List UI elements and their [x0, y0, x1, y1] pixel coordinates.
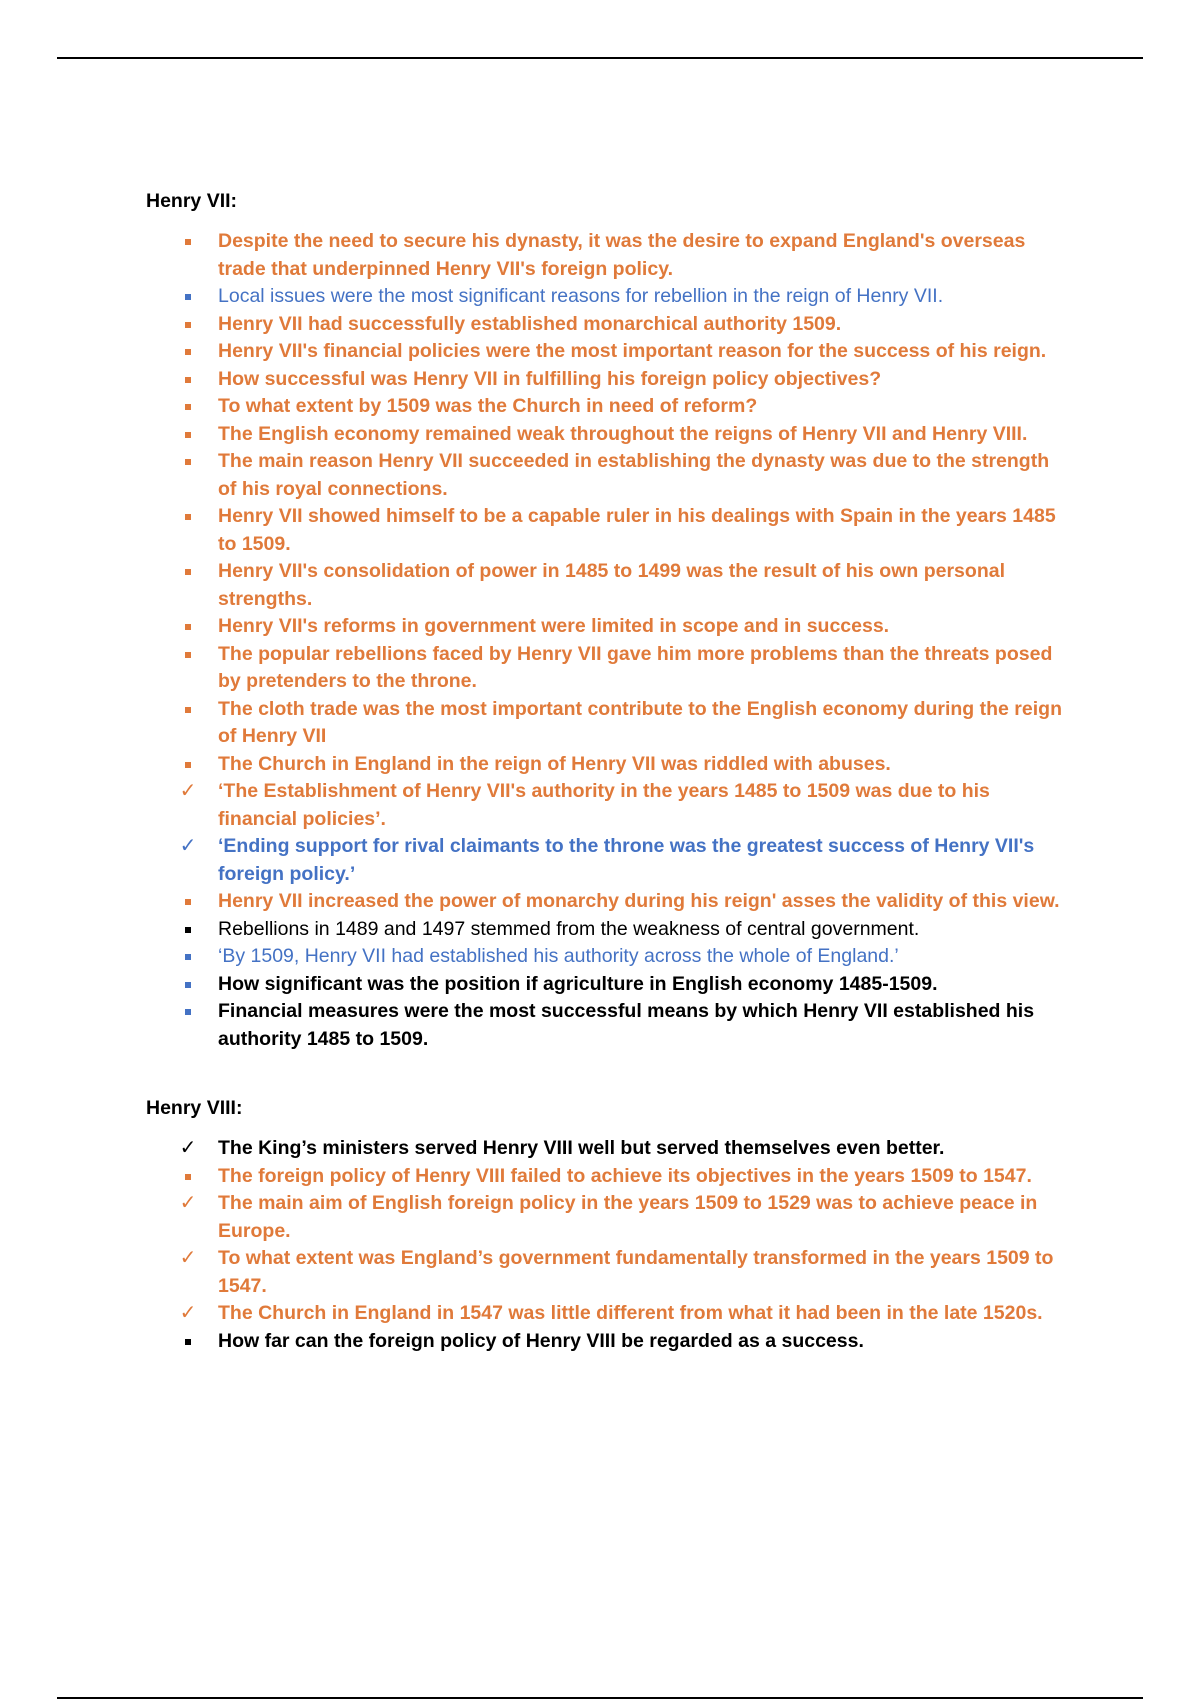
list-item-text: Henry VII showed himself to be a capable ruler in his dealings with Spain in the years 1485 to 1509. — [218, 505, 1056, 555]
list-item — [146, 228, 1066, 283]
square-bullet-icon — [176, 888, 200, 916]
list-item — [146, 1300, 1066, 1328]
square-bullet-icon — [176, 943, 200, 971]
square-bullet-icon — [176, 366, 200, 394]
list-item — [146, 1190, 1066, 1245]
square-bullet-icon — [176, 503, 200, 531]
section-henry-viii — [146, 1093, 1066, 1355]
square-bullet-icon — [176, 421, 200, 449]
square-bullet-icon — [176, 1163, 200, 1191]
square-bullet-icon — [176, 311, 200, 339]
square-bullet-icon — [176, 696, 200, 724]
list-item — [146, 311, 1066, 339]
square-bullet-shape — [185, 239, 191, 245]
square-bullet-icon — [176, 1328, 200, 1356]
list-item — [146, 833, 1066, 888]
square-bullet-shape — [185, 377, 191, 383]
square-bullet-icon — [176, 338, 200, 366]
list-item-text: ‘By 1509, Henry VII had established his authority across the whole of England.’ — [218, 945, 899, 967]
list-item — [146, 448, 1066, 503]
square-bullet-icon — [176, 613, 200, 641]
list-item — [146, 916, 1066, 944]
list-item — [146, 421, 1066, 449]
square-bullet-shape — [185, 432, 191, 438]
list-item-text: Henry VII's financial policies were the most important reason for the success of his reign. — [218, 340, 1047, 362]
square-bullet-shape — [185, 927, 191, 933]
checkmark-icon: ✓ — [179, 1192, 197, 1214]
list-item — [146, 641, 1066, 696]
list-item-text: Henry VII's consolidation of power in 1485 to 1499 was the result of his own personal strengths. — [218, 560, 1005, 610]
square-bullet-shape — [185, 762, 191, 768]
square-bullet-icon — [176, 751, 200, 779]
list-item — [146, 1245, 1066, 1300]
list-item — [146, 751, 1066, 779]
list-item-text: Financial measures were the most successful means by which Henry VII established his authority 1485 to 1509. — [218, 1000, 1035, 1050]
checkmark-icon: ✓ — [179, 1247, 197, 1269]
list-item-text: ‘The Establishment of Henry VII's authority in the years 1485 to 1509 was due to his financial policies’. — [218, 780, 990, 830]
list-item — [146, 1163, 1066, 1191]
list-item — [146, 613, 1066, 641]
list-item-text: How significant was the position if agriculture in English economy 1485-1509. — [218, 972, 938, 995]
list-item-text: Henry VII had successfully established monarchical authority 1509. — [218, 312, 842, 335]
list-item-text: How successful was Henry VII in fulfilling his foreign policy objectives? — [218, 367, 882, 390]
section-heading: Henry VIII: — [146, 1097, 243, 1119]
list-item — [146, 888, 1066, 916]
square-bullet-shape — [185, 954, 191, 960]
list-item-text: ‘Ending support for rival claimants to the throne was the greatest success of Henry VII's foreign policy.’ — [218, 835, 1035, 885]
list-item-text: The English economy remained weak throughout the reigns of Henry VII and Henry VIII. — [218, 422, 1028, 445]
bottom-rule — [57, 1697, 1143, 1699]
square-bullet-shape — [185, 707, 191, 713]
list-item-text: Henry VII's reforms in government were limited in scope and in success. — [218, 615, 890, 637]
list-item — [146, 503, 1066, 558]
top-rule — [57, 57, 1143, 59]
list-item-text: Local issues were the most significant reasons for rebellion in the reign of Henry VII. — [218, 285, 944, 307]
list-item-text: How far can the foreign policy of Henry VIII be regarded as a success. — [218, 1329, 864, 1352]
square-bullet-shape — [185, 459, 191, 465]
square-bullet-shape — [185, 404, 191, 410]
list-item — [146, 338, 1066, 366]
list-item-text: The King’s ministers served Henry VIII well but served themselves even better. — [218, 1137, 945, 1159]
list-item — [146, 366, 1066, 394]
list-item — [146, 1135, 1066, 1163]
square-bullet-icon — [176, 393, 200, 421]
square-bullet-icon — [176, 283, 200, 311]
checkmark-icon: ✓ — [179, 780, 197, 802]
list-item-text: To what extent by 1509 was the Church in need of reform? — [218, 395, 758, 417]
list-item — [146, 971, 1066, 999]
list-item-text: Despite the need to secure his dynasty, it was the desire to expand England's overseas trade that underpinned Henry VII's foreign policy. — [218, 230, 1026, 280]
square-bullet-icon — [176, 558, 200, 586]
section-henry-vii — [146, 186, 1066, 1053]
square-bullet-shape — [185, 1009, 191, 1015]
square-bullet-icon — [176, 971, 200, 999]
list-item — [146, 558, 1066, 613]
square-bullet-icon — [176, 228, 200, 256]
list-item-text: The popular rebellions faced by Henry VII gave him more problems than the threats posed by pretenders to the throne. — [218, 642, 1053, 692]
list-item-text: The Church in England in 1547 was little different from what it had been in the late 1520s. — [218, 1302, 1043, 1324]
list-item — [146, 998, 1066, 1053]
list-item-text: The main reason Henry VII succeeded in establishing the dynasty was due to the strength of his royal connections. — [218, 450, 1050, 500]
square-bullet-shape — [185, 294, 191, 300]
square-bullet-shape — [185, 1339, 191, 1345]
square-bullet-icon — [176, 998, 200, 1026]
list-item — [146, 778, 1066, 833]
list-item-text: The Church in England in the reign of Henry VII was riddled with abuses. — [218, 752, 891, 775]
list-item-text: Rebellions in 1489 and 1497 stemmed from the weakness of central government. — [218, 917, 920, 940]
document-body — [146, 186, 1066, 1355]
square-bullet-shape — [185, 624, 191, 630]
square-bullet-shape — [185, 1174, 191, 1180]
square-bullet-shape — [185, 322, 191, 328]
list-item — [146, 283, 1066, 311]
list-item — [146, 696, 1066, 751]
list-item — [146, 1328, 1066, 1356]
square-bullet-icon — [176, 916, 200, 944]
essay-question-list — [146, 1135, 1066, 1355]
list-item-text: To what extent was England’s government fundamentally transformed in the years 1509 to 1547. — [218, 1247, 1054, 1297]
square-bullet-shape — [185, 899, 191, 905]
checkmark-icon: ✓ — [179, 835, 197, 857]
list-item-text: The cloth trade was the most important contribute to the English economy during the reign of Henry VII — [218, 697, 1062, 747]
square-bullet-icon — [176, 641, 200, 669]
section-heading: Henry VII: — [146, 190, 238, 212]
square-bullet-shape — [185, 514, 191, 520]
essay-question-list — [146, 228, 1066, 1053]
square-bullet-shape — [185, 569, 191, 575]
list-item-text: Henry VII increased the power of monarchy during his reign' asses the validity of this view. — [218, 890, 1060, 912]
list-item — [146, 393, 1066, 421]
square-bullet-icon — [176, 448, 200, 476]
checkmark-icon: ✓ — [179, 1137, 197, 1159]
list-item — [146, 943, 1066, 971]
checkmark-icon: ✓ — [179, 1302, 197, 1324]
list-item-text: The foreign policy of Henry VIII failed to achieve its objectives in the years 1509 to 1547. — [218, 1164, 1032, 1187]
square-bullet-shape — [185, 652, 191, 658]
square-bullet-shape — [185, 349, 191, 355]
list-item-text: The main aim of English foreign policy in the years 1509 to 1529 was to achieve peace in Europe. — [218, 1192, 1038, 1242]
square-bullet-shape — [185, 982, 191, 988]
